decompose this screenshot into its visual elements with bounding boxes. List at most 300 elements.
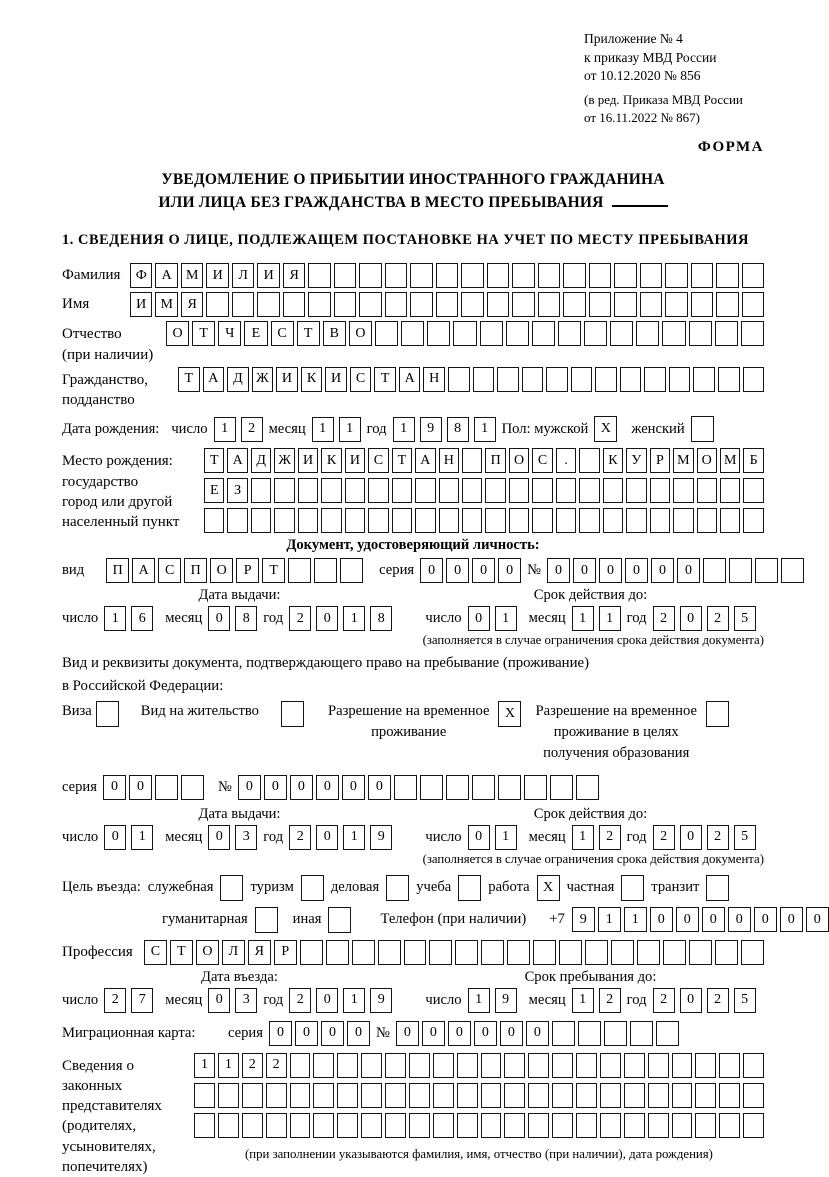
purpose-label: Цель въезда:: [62, 879, 141, 896]
char-box: 0: [316, 606, 338, 631]
representatives-cells-row3: [194, 1113, 764, 1138]
char-box: К: [603, 448, 623, 473]
unit-month-label: месяц: [165, 610, 203, 627]
char-box: 0: [316, 825, 338, 850]
issue-date-title: Дата выдачи:: [198, 587, 281, 604]
char-box: [274, 508, 294, 533]
char-box: [251, 478, 271, 503]
blank-underline: [612, 195, 668, 207]
char-box: [385, 292, 407, 317]
char-box: 1: [104, 606, 126, 631]
char-box: [673, 478, 693, 503]
char-box: 0: [677, 558, 700, 583]
char-box: 2: [289, 825, 311, 850]
char-box: [504, 1113, 525, 1138]
purpose-tourism-checkbox: [301, 875, 324, 901]
appendix-line: к приказу МВД России: [584, 49, 717, 65]
char-box: Я: [283, 263, 305, 288]
char-box: [662, 321, 685, 346]
char-box: [522, 367, 544, 392]
appendix-reference: [584, 30, 764, 86]
char-box: [576, 775, 599, 800]
char-box: [206, 292, 228, 317]
char-box: [290, 1053, 311, 1078]
char-box: Ф: [130, 263, 152, 288]
identity-doc-dates: [62, 587, 764, 648]
unit-day-label: число: [425, 828, 462, 845]
char-box: [589, 292, 611, 317]
char-box: [556, 478, 576, 503]
unit-month-label: месяц: [528, 610, 566, 627]
char-box: [720, 508, 740, 533]
char-box: [626, 508, 646, 533]
char-box: 0: [295, 1021, 318, 1046]
char-box: [283, 292, 305, 317]
char-box: [352, 940, 375, 965]
unit-year-label: год: [263, 610, 284, 627]
char-box: 1: [572, 825, 594, 850]
char-box: Л: [232, 263, 254, 288]
char-box: [546, 367, 568, 392]
char-box: 5: [734, 825, 756, 850]
char-box: 1: [474, 417, 496, 442]
issue-day-cells: [104, 606, 153, 631]
char-box: 6: [131, 606, 153, 631]
purpose-option-label: работа: [488, 879, 530, 896]
identity-doc-heading: Документ, удостоверяющий личность:: [286, 537, 540, 554]
char-box: [691, 292, 713, 317]
female-checkbox: [691, 416, 714, 442]
char-box: Р: [236, 558, 259, 583]
char-box: [703, 558, 726, 583]
char-box: [446, 775, 469, 800]
field-row-citizenship: [62, 367, 764, 411]
option-residence-permit: Вид на жительство: [141, 701, 304, 727]
char-box: 8: [235, 606, 257, 631]
char-box: [385, 1113, 406, 1138]
char-box: Ж: [252, 367, 274, 392]
issue-month-cells: [208, 606, 257, 631]
char-box: [480, 321, 503, 346]
char-box: 0: [208, 825, 230, 850]
char-box: [415, 478, 435, 503]
char-box: [697, 478, 717, 503]
char-box: 1: [624, 907, 647, 932]
char-box: С: [368, 448, 388, 473]
char-box: [337, 1083, 358, 1108]
char-box: [743, 1053, 764, 1078]
char-box: 2: [599, 825, 621, 850]
validity-footnote: (заполняется в случае ограничения срока действия документа): [422, 851, 764, 866]
char-box: 1: [343, 825, 365, 850]
purpose-study-checkbox: [458, 875, 481, 901]
forma-label: ФОРМА: [697, 138, 764, 155]
char-box: 1: [572, 606, 594, 631]
char-box: [337, 1053, 358, 1078]
char-box: [719, 1053, 740, 1078]
unit-day-label: число: [425, 991, 462, 1008]
char-box: [579, 448, 599, 473]
char-box: [392, 478, 412, 503]
char-box: [715, 321, 738, 346]
char-box: [648, 1053, 669, 1078]
char-box: [532, 478, 552, 503]
char-box: [368, 508, 388, 533]
char-box: [361, 1113, 382, 1138]
char-box: [334, 263, 356, 288]
char-box: [506, 321, 529, 346]
char-box: 0: [680, 606, 702, 631]
char-box: [288, 558, 311, 583]
char-box: [743, 1113, 764, 1138]
patronymic-cells: [166, 321, 764, 346]
char-box: З: [227, 478, 247, 503]
char-box: [433, 1083, 454, 1108]
char-box: [429, 940, 452, 965]
char-box: 2: [707, 606, 729, 631]
char-box: [453, 321, 476, 346]
resident-valid-day-cells: [468, 825, 517, 850]
resident-doc-intro-line2: в Российской Федерации:: [62, 678, 224, 695]
char-box: Д: [251, 448, 271, 473]
char-box: 0: [754, 907, 777, 932]
sex-female-label: женский: [631, 420, 685, 437]
char-box: [656, 1021, 679, 1046]
char-box: [457, 1053, 478, 1078]
char-box: [595, 367, 617, 392]
char-box: [427, 321, 450, 346]
char-box: С: [158, 558, 181, 583]
char-box: 0: [208, 606, 230, 631]
char-box: 0: [650, 907, 673, 932]
char-box: 0: [396, 1021, 419, 1046]
char-box: [409, 1083, 430, 1108]
char-box: [368, 478, 388, 503]
char-box: [650, 508, 670, 533]
phone-prefix: +7: [549, 911, 565, 928]
char-box: 0: [368, 775, 391, 800]
char-box: [359, 263, 381, 288]
char-box: Ч: [218, 321, 241, 346]
purpose-humanitarian-checkbox: [255, 907, 278, 933]
char-box: [729, 558, 752, 583]
char-box: Т: [170, 940, 193, 965]
char-box: [481, 1053, 502, 1078]
char-box: [504, 1053, 525, 1078]
char-box: Е: [244, 321, 267, 346]
unit-day-label: число: [171, 420, 208, 437]
unit-day-label: число: [425, 610, 462, 627]
char-box: [361, 1053, 382, 1078]
unit-year-label: год: [366, 420, 387, 437]
char-box: [716, 292, 738, 317]
purpose-work-checkbox: X: [537, 875, 560, 901]
char-box: С: [271, 321, 294, 346]
purpose-transit-checkbox: [706, 875, 729, 901]
char-box: М: [181, 263, 203, 288]
char-box: 2: [242, 1053, 263, 1078]
char-box: [624, 1113, 645, 1138]
field-row-representatives: [62, 1053, 764, 1177]
char-box: [644, 367, 666, 392]
char-box: [401, 321, 424, 346]
char-box: [650, 478, 670, 503]
char-box: 1: [598, 907, 621, 932]
char-box: [552, 1021, 575, 1046]
char-box: 0: [472, 558, 495, 583]
char-box: [392, 508, 412, 533]
char-box: [781, 558, 804, 583]
char-box: [409, 1053, 430, 1078]
char-box: 0: [347, 1021, 370, 1046]
field-row-birthplace: [62, 448, 764, 533]
char-box: [290, 1083, 311, 1108]
char-box: [689, 321, 712, 346]
char-box: 0: [104, 825, 126, 850]
char-box: 0: [547, 558, 570, 583]
char-box: [743, 1083, 764, 1108]
char-box: [481, 940, 504, 965]
char-box: 0: [103, 775, 126, 800]
char-box: [298, 478, 318, 503]
char-box: 0: [316, 775, 339, 800]
char-box: [481, 1083, 502, 1108]
char-box: 2: [707, 825, 729, 850]
char-box: О: [196, 940, 219, 965]
char-box: [742, 292, 764, 317]
char-box: [689, 940, 712, 965]
char-box: [204, 508, 224, 533]
char-box: О: [697, 448, 717, 473]
citizenship-label: Гражданство, подданство: [62, 371, 149, 408]
purpose-official-checkbox: [220, 875, 243, 901]
char-box: Е: [204, 478, 224, 503]
field-row-migration-card: [62, 1021, 764, 1046]
given-name-label: Имя: [62, 296, 90, 313]
revision-line: (в ред. Приказа МВД России: [584, 91, 743, 107]
char-box: [669, 367, 691, 392]
char-box: 0: [702, 907, 725, 932]
char-box: [313, 1113, 334, 1138]
char-box: 1: [218, 1053, 239, 1078]
birthplace-cells-row3: [204, 508, 764, 533]
resident-issue-day-cells: [104, 825, 153, 850]
surname-cells: [130, 263, 764, 288]
char-box: 0: [625, 558, 648, 583]
representatives-cells-row1: [194, 1053, 764, 1078]
char-box: [552, 1053, 573, 1078]
char-box: [648, 1113, 669, 1138]
char-box: [576, 1083, 597, 1108]
char-box: О: [210, 558, 233, 583]
char-box: [404, 940, 427, 965]
char-box: [720, 478, 740, 503]
doc-number-label: №: [527, 562, 542, 579]
char-box: [528, 1083, 549, 1108]
char-box: А: [227, 448, 247, 473]
appendix-line: от 10.12.2020 № 856: [584, 68, 701, 84]
birth-month-cells: [312, 417, 361, 442]
char-box: К: [321, 448, 341, 473]
char-box: 8: [370, 606, 392, 631]
purpose-option-label: транзит: [651, 879, 700, 896]
char-box: [630, 1021, 653, 1046]
char-box: [718, 367, 740, 392]
char-box: 9: [495, 988, 517, 1013]
resident-number-label: №: [217, 778, 232, 795]
char-box: Т: [262, 558, 285, 583]
char-box: [672, 1113, 693, 1138]
stay-day-cells: [468, 988, 517, 1013]
resident-series-label: серия: [62, 778, 97, 795]
char-box: 0: [680, 988, 702, 1013]
doc-type-label: вид: [62, 562, 85, 579]
char-box: 0: [208, 988, 230, 1013]
field-row-identity-doc: [62, 558, 764, 583]
char-box: [274, 478, 294, 503]
char-box: Я: [248, 940, 271, 965]
purpose-business-checkbox: [386, 875, 409, 901]
char-box: [345, 478, 365, 503]
char-box: 0: [728, 907, 751, 932]
char-box: Я: [181, 292, 203, 317]
char-box: [385, 1053, 406, 1078]
char-box: [558, 321, 581, 346]
field-row-birthdate: [62, 416, 764, 442]
purpose-option-label: туризм: [250, 879, 294, 896]
char-box: [266, 1113, 287, 1138]
char-box: [665, 292, 687, 317]
char-box: [385, 263, 407, 288]
char-box: Р: [650, 448, 670, 473]
char-box: [571, 367, 593, 392]
char-box: [626, 478, 646, 503]
char-box: 1: [131, 825, 153, 850]
char-box: 2: [266, 1053, 287, 1078]
char-box: [461, 292, 483, 317]
char-box: [242, 1113, 263, 1138]
char-box: А: [132, 558, 155, 583]
char-box: А: [203, 367, 225, 392]
char-box: 3: [235, 988, 257, 1013]
char-box: [743, 367, 765, 392]
char-box: [497, 367, 519, 392]
char-box: [693, 367, 715, 392]
char-box: [741, 321, 764, 346]
char-box: [697, 508, 717, 533]
char-box: [552, 1083, 573, 1108]
char-box: [552, 1113, 573, 1138]
char-box: 2: [289, 606, 311, 631]
purpose-option-label: частная: [566, 879, 615, 896]
entry-month-cells: [208, 988, 257, 1013]
valid-year-cells: [653, 606, 756, 631]
representatives-footnote: (при заполнении указываются фамилия, имя, отчество (при наличии), дата рождения): [245, 1146, 713, 1161]
char-box: Б: [743, 448, 763, 473]
char-box: О: [509, 448, 529, 473]
char-box: Т: [192, 321, 215, 346]
char-box: [742, 263, 764, 288]
char-box: [576, 1053, 597, 1078]
char-box: [507, 940, 530, 965]
char-box: [741, 940, 764, 965]
char-box: И: [130, 292, 152, 317]
char-box: [578, 1021, 601, 1046]
char-box: 0: [526, 1021, 549, 1046]
visa-checkbox: [96, 701, 119, 727]
valid-until-title: Срок действия до:: [533, 805, 648, 822]
char-box: Д: [227, 367, 249, 392]
char-box: [308, 292, 330, 317]
char-box: [485, 478, 505, 503]
char-box: [298, 508, 318, 533]
char-box: [620, 367, 642, 392]
char-box: 9: [370, 825, 392, 850]
char-box: 0: [573, 558, 596, 583]
char-box: [232, 292, 254, 317]
purpose-option-label: служебная: [147, 879, 214, 896]
resident-number-cells: [238, 775, 599, 800]
char-box: Т: [178, 367, 200, 392]
char-box: 1: [343, 988, 365, 1013]
char-box: 0: [129, 775, 152, 800]
resident-valid-month-cells: [572, 825, 621, 850]
char-box: 1: [312, 417, 334, 442]
resident-doc-dates: [62, 806, 764, 867]
char-box: [584, 321, 607, 346]
char-box: [313, 1083, 334, 1108]
char-box: 0: [806, 907, 829, 932]
char-box: [600, 1113, 621, 1138]
char-box: [321, 508, 341, 533]
entry-date-title: Дата въезда:: [201, 968, 278, 985]
option-temp-residence-education: Разрешение на временное проживание в целях получения образования: [535, 701, 728, 764]
field-row-patronymic: [62, 321, 764, 365]
sex-male-label: Пол: мужской: [501, 420, 589, 437]
char-box: [313, 1053, 334, 1078]
revision-line: от 16.11.2022 № 867): [584, 109, 701, 125]
char-box: П: [184, 558, 207, 583]
char-box: 1: [393, 417, 415, 442]
purpose-option-label: гуманитарная: [162, 911, 248, 928]
char-box: [436, 263, 458, 288]
unit-day-label: число: [62, 991, 99, 1008]
char-box: [636, 321, 659, 346]
char-box: [755, 558, 778, 583]
char-box: [462, 448, 482, 473]
section1-heading: 1. СВЕДЕНИЯ О ЛИЦЕ, ПОДЛЕЖАЩЕМ ПОСТАНОВКЕ НА УЧЕТ ПО МЕСТУ ПРЕБЫВАНИЯ: [62, 232, 749, 249]
char-box: [624, 1053, 645, 1078]
char-box: [345, 508, 365, 533]
temp-residence-checkbox: X: [498, 701, 521, 727]
char-box: А: [399, 367, 421, 392]
valid-month-cells: [572, 606, 621, 631]
char-box: [436, 292, 458, 317]
char-box: Н: [423, 367, 445, 392]
char-box: С: [350, 367, 372, 392]
char-box: [462, 508, 482, 533]
char-box: 0: [448, 1021, 471, 1046]
char-box: [439, 508, 459, 533]
purpose-other-checkbox: [328, 907, 351, 933]
char-box: [512, 292, 534, 317]
migration-series-cells: [269, 1021, 370, 1046]
char-box: 7: [131, 988, 153, 1013]
char-box: 1: [599, 606, 621, 631]
char-box: 1: [194, 1053, 215, 1078]
char-box: [624, 1083, 645, 1108]
char-box: [528, 1053, 549, 1078]
